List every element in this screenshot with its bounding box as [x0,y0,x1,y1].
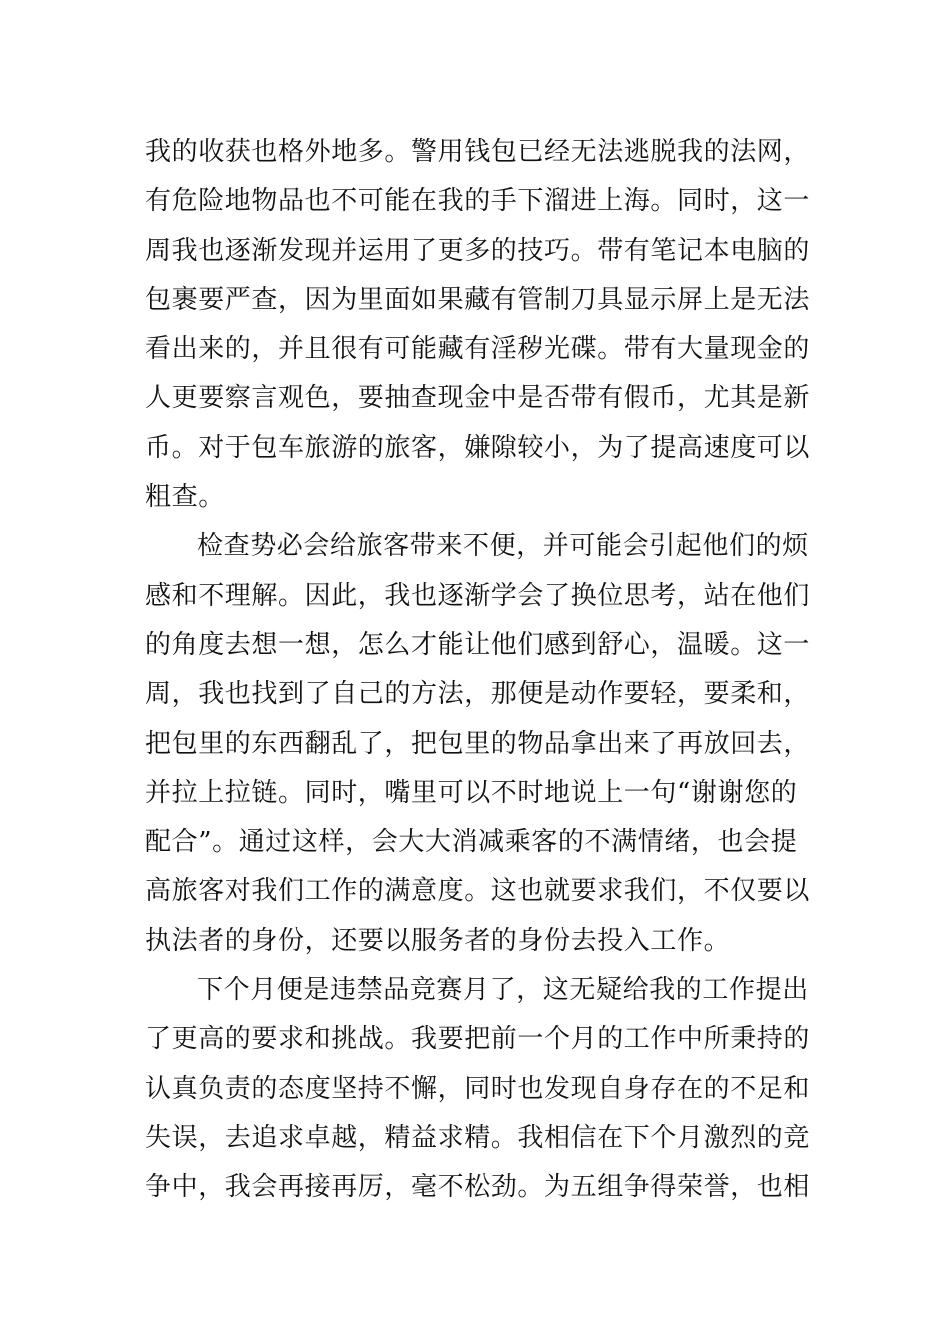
paragraph-line: 失误，去追求卓越，精益求精。我相信在下个月激烈的竞 [145,1122,811,1153]
paragraph-line: 包裹要严查，因为里面如果藏有管制刀具显示屏上是无法 [145,284,811,315]
paragraph-line: 我的收获也格外地多。警用钱包已经无法逃脱我的法网， [145,137,811,167]
paragraph-line: 周，我也找到了自己的方法，那便是动作要轻，要柔和， [145,679,811,710]
paragraph-line: 周我也逐渐发现并运用了更多的技巧。带有笔记本电脑的 [145,235,811,266]
paragraph-line: 人更要察言观色，要抽查现金中是否带有假币，尤其是新 [145,383,811,414]
paragraph-line: 的角度去想一想，怎么才能让他们感到舒心，温暖。这一 [145,629,811,660]
paragraph-line: 配合”。通过这样，会大大消减乘客的不满情绪，也会提 [145,827,798,858]
paragraph-line: 并拉上拉链。同时，嘴里可以不时地说上一句“谢谢您的 [145,777,798,808]
paragraph-line: 下个月便是违禁品竞赛月了，这无疑给我的工作提出 [197,975,809,1006]
paragraph-line: 币。对于包车旅游的旅客，嫌隙较小，为了提高速度可以 [145,432,811,463]
paragraph-line: 把包里的东西翻乱了，把包里的物品拿出来了再放回去， [145,728,811,759]
paragraph-line: 有危险地物品也不可能在我的手下溜进上海。同时，这一 [145,186,811,217]
paragraph-line: 检查势必会给旅客带来不便，并可能会引起他们的烦 [197,531,809,562]
document-body [145,128,810,1213]
paragraph-line: 看出来的，并且很有可能藏有淫秽光碟。带有大量现金的 [145,334,811,365]
paragraph-line: 争中，我会再接再厉，毫不松劲。为五组争得荣誉，也相 [145,1172,811,1203]
paragraph-line: 认真负责的态度坚持不懈，同时也发现自身存在的不足和 [145,1073,811,1104]
paragraph-line: 高旅客对我们工作的满意度。这也就要求我们，不仅要以 [145,876,811,907]
paragraph-line: 感和不理解。因此，我也逐渐学会了换位思考，站在他们 [145,580,811,611]
paragraph-line: 了更高的要求和挑战。我要把前一个月的工作中所秉持的 [145,1024,811,1055]
paragraph-line: 执法者的身份，还要以服务者的身份去投入工作。 [145,925,731,956]
paragraph-line: 粗查。 [145,482,225,513]
